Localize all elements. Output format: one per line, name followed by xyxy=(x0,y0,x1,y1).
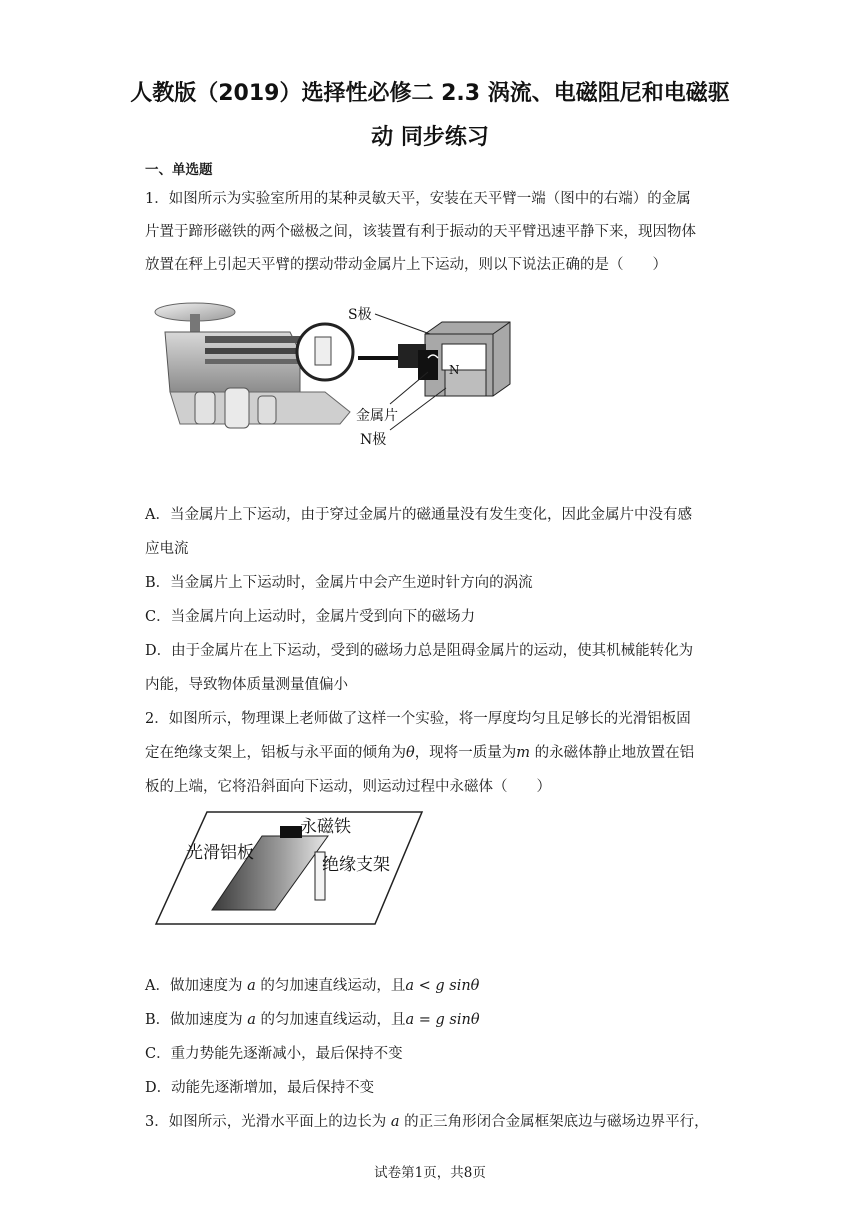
theta-symbol: θ xyxy=(406,745,415,761)
formula-a-equal: a = g sinθ xyxy=(405,1012,480,1028)
q1-option-a-line2: 应电流 xyxy=(145,541,189,557)
figure-label-metal-piece: 金属片 xyxy=(356,408,398,424)
incline-figure xyxy=(150,808,430,930)
figure-label-magnet: 永磁铁 xyxy=(300,817,351,837)
figure-label-stand: 绝缘支架 xyxy=(322,855,390,875)
q1-text-line1: 1．如图所示为实验室所用的某种灵敏天平，安装在天平臂一端（图中的右端）的金属 xyxy=(145,191,691,207)
q1-option-c: C．当金属片向上运动时，金属片受到向下的磁场力 xyxy=(145,609,476,625)
section-heading: 一、单选题 xyxy=(145,162,213,178)
q2-option-b: B．做加速度为 a 的匀加速直线运动，且a = g sinθ xyxy=(145,1012,480,1028)
q2-text-line2: 定在绝缘支架上，铝板与永平面的倾角为θ，现将一质量为m 的永磁体静止地放置在铝 xyxy=(145,745,695,761)
balance-figure xyxy=(150,292,540,460)
svg-text:N: N xyxy=(449,363,460,377)
q3-text-line1: 3．如图所示，光滑水平面上的边长为 a 的正三角形闭合金属框架底边与磁场边界平行， xyxy=(145,1114,709,1130)
q2-text-line1: 2．如图所示，物理课上老师做了这样一个实验，将一厚度均匀且足够长的光滑铝板固 xyxy=(145,711,691,727)
q1-text-line3: 放置在秤上引起天平臂的摆动带动金属片上下运动，则以下说法正确的是（ ） xyxy=(145,257,667,273)
q1-option-b: B．当金属片上下运动时，金属片中会产生逆时针方向的涡流 xyxy=(145,575,533,591)
page-title-line1: 人教版（2019）选择性必修二 2.3 涡流、电磁阻尼和电磁驱 xyxy=(130,81,730,106)
q1-option-a-line1: A．当金属片上下运动，由于穿过金属片的磁通量没有发生变化，因此金属片中没有感 xyxy=(145,507,692,523)
formula-a-less: a < g sinθ xyxy=(405,978,480,994)
q2-option-a: A．做加速度为 a 的匀加速直线运动，且a < g sinθ xyxy=(145,978,480,994)
q1-text-line2: 片置于蹄形磁铁的两个磁极之间，该装置有利于振动的天平臂迅速平静下来，现因物体 xyxy=(145,224,696,240)
q2-option-c: C．重力势能先逐渐减小，最后保持不变 xyxy=(145,1046,403,1062)
mass-symbol: m xyxy=(516,745,530,761)
q2-text-line3: 板的上端，它将沿斜面向下运动，则运动过程中永磁体（ ） xyxy=(145,779,551,795)
page-footer: 试卷第1页，共8页 xyxy=(374,1165,486,1181)
q2-option-d: D．动能先逐渐增加，最后保持不变 xyxy=(145,1080,375,1096)
figure-label-n-pole: N极 xyxy=(360,432,387,448)
page-title-line2: 动 同步练习 xyxy=(371,125,489,150)
figure-label-plate: 光滑铝板 xyxy=(186,843,254,863)
figure-label-s-pole: S极 xyxy=(348,307,372,323)
q1-option-d-line1: D．由于金属片在上下运动，受到的磁场力总是阻碍金属片的运动，使其机械能转化为 xyxy=(145,643,694,659)
q1-option-d-line2: 内能，导致物体质量测量值偏小 xyxy=(145,677,348,693)
